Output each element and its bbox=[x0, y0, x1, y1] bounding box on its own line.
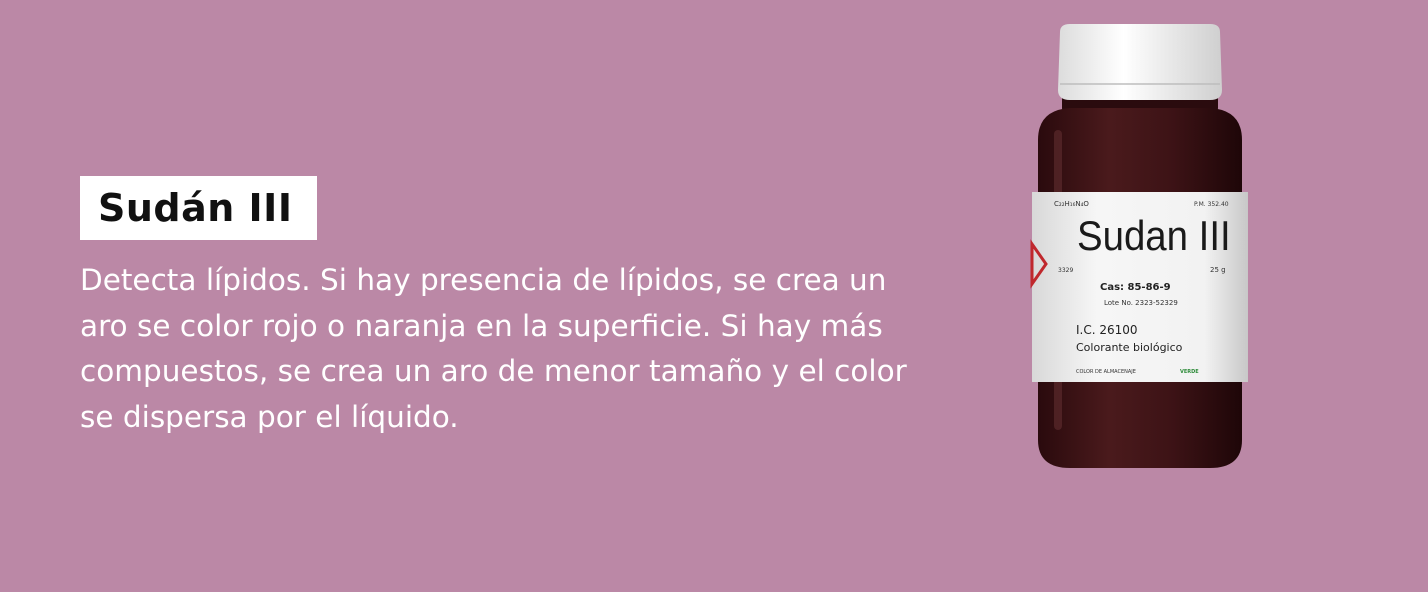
label-weight: 25 g bbox=[1210, 266, 1226, 274]
label-type: Colorante biológico bbox=[1076, 341, 1183, 354]
label-lote: Lote No. 2323-52329 bbox=[1104, 299, 1178, 307]
label-formula: C₂₂H₁₆N₄O bbox=[1054, 200, 1089, 208]
label-pm: P.M. 352.40 bbox=[1194, 201, 1229, 208]
label-code: 3329 bbox=[1058, 267, 1074, 274]
label-product-name: Sudan III bbox=[1077, 212, 1231, 260]
label-ic: I.C. 26100 bbox=[1076, 323, 1138, 337]
sudan-iii-bottle-image bbox=[1020, 20, 1260, 480]
label-cas: Cas: 85-86-9 bbox=[1100, 282, 1171, 293]
label-storage: COLOR DE ALMACENAJE bbox=[1076, 369, 1136, 375]
bottle-cap bbox=[1058, 24, 1222, 100]
title-box bbox=[80, 176, 317, 240]
label-storage-color: VERDE bbox=[1180, 369, 1199, 375]
page-title: Sudán III bbox=[98, 186, 293, 230]
description-text: Detecta lípidos. Si hay presencia de lípidos, se crea un aro se color rojo o naranja en la superficie. Si hay más compuestos, se crea un aro de menor tamaño y el color se dispersa por el líquido. bbox=[80, 263, 907, 434]
